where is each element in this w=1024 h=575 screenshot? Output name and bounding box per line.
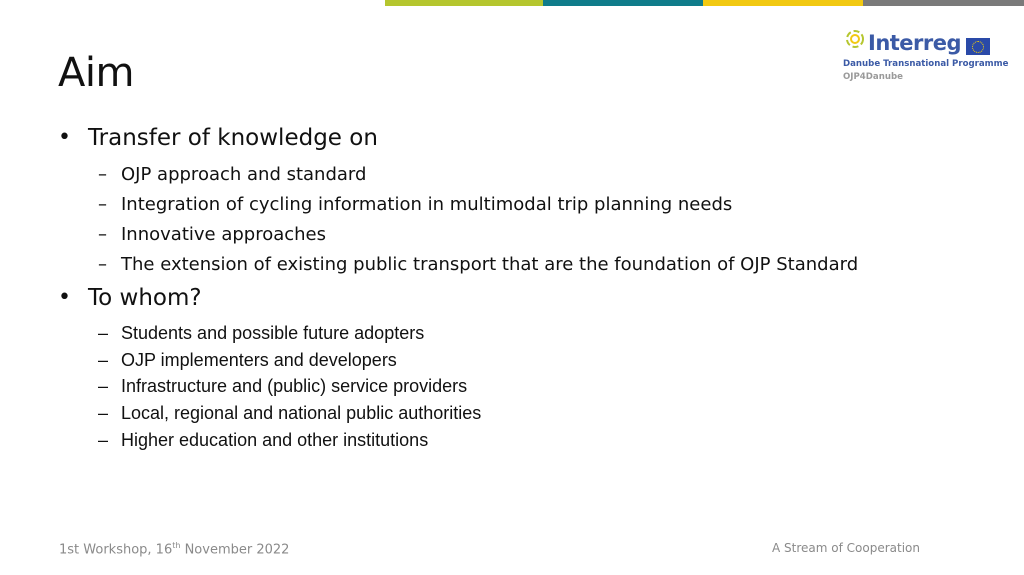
bar-segment-teal [543,0,703,6]
slide-title: Aim [58,50,134,96]
footer-tagline: A Stream of Cooperation [772,541,920,555]
interreg-logo [840,24,1010,84]
list-item: – Innovative approaches [58,220,958,250]
dash-icon: – [98,323,109,343]
dash-icon: – [98,224,107,245]
eu-flag-icon [966,38,990,55]
list-item: – Integration of cycling information in multimodal trip planning needs [58,190,958,220]
dash-icon: – [98,254,107,275]
dash-icon: – [98,164,107,185]
dash-icon: – [98,429,109,450]
list-item: – OJP implementers and developers [58,347,958,374]
bar-segment-grey [863,0,1024,6]
bullet-content [58,124,958,458]
logo-swirl-icon [844,28,866,50]
dash-icon: – [98,349,109,370]
logo-programme: Danube Transnational Programme [843,59,1009,69]
sub-list-topics [58,160,958,280]
bullet-to-whom [58,284,958,312]
dash-icon: – [98,194,107,215]
footer-date: 1st Workshop, 16th November 2022 [59,541,290,558]
logo-word: Interreg [868,31,962,55]
bar-segment-yellow [703,0,863,6]
logo-project: OJP4Danube [843,72,903,82]
list-item: – The extension of existing public transport that are the foundation of OJP Standard [58,250,958,280]
dash-icon: – [98,403,109,424]
list-item: – OJP approach and standard [58,160,958,190]
bullet-icon: • [58,125,71,150]
bullet-icon: • [58,285,71,310]
list-item: – Higher education and other institutions [58,427,958,454]
bullet-transfer [58,124,958,152]
top-color-bar [385,0,1024,6]
dash-icon: – [98,376,109,397]
bar-segment-green [385,0,543,6]
sub-list-audience [58,320,958,454]
list-item: – Students and possible future adopters [58,320,958,347]
bullet-text: Transfer of knowledge on [88,125,378,151]
bullet-text: To whom? [88,285,202,311]
list-item: – Infrastructure and (public) service providers [58,373,958,400]
list-item: – Local, regional and national public authorities [58,400,958,427]
